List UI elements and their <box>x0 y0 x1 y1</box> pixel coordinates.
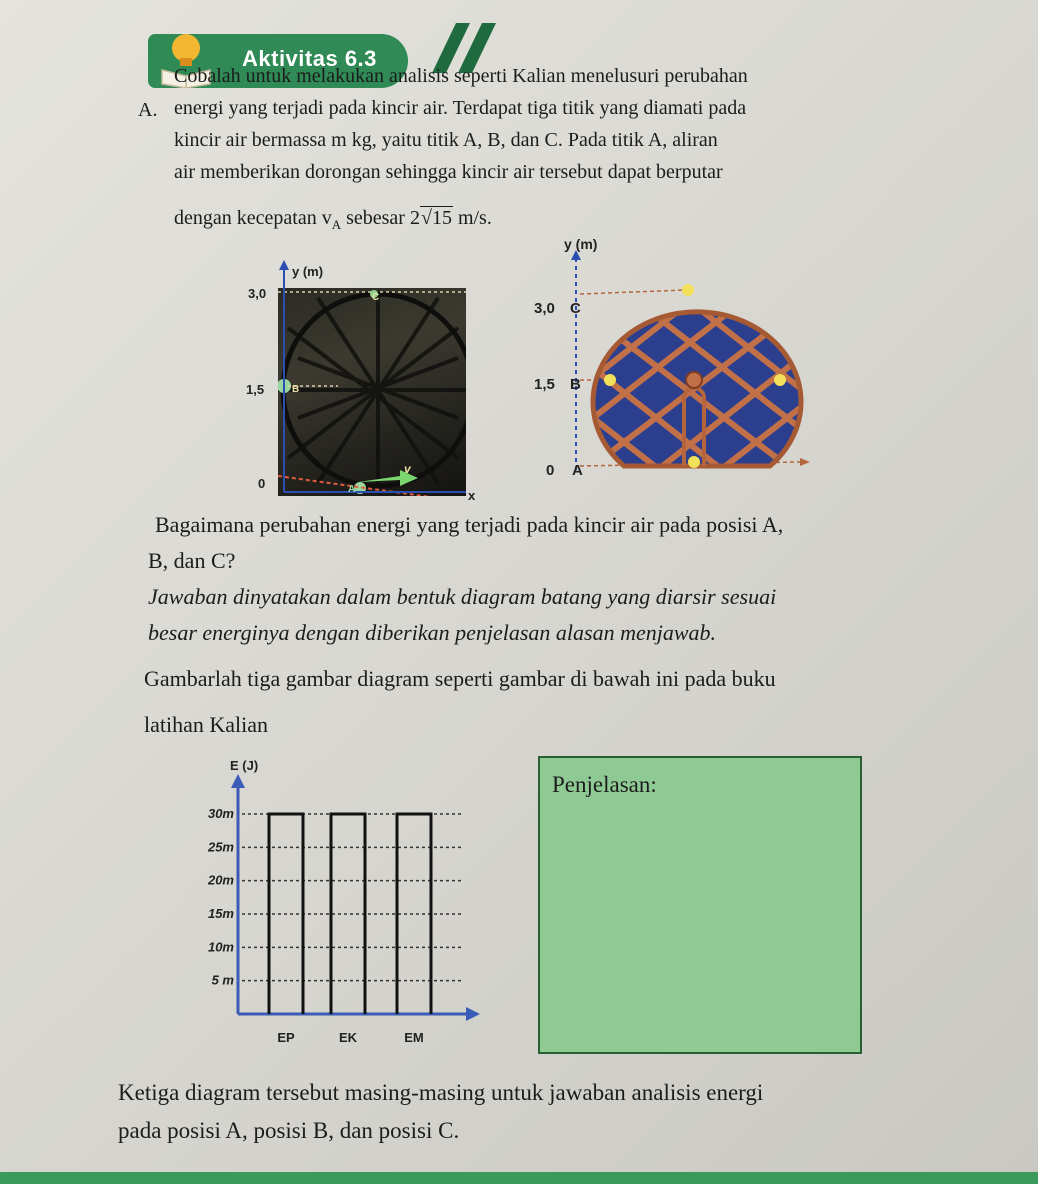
intro-line-1: Cobalah untuk melakukan analisis seperti Kalian menelusuri perubahan <box>174 65 748 87</box>
y-axis-arrow <box>231 774 245 788</box>
y-tick-label: 15m <box>207 906 234 921</box>
drawing-point-b: B <box>570 376 581 393</box>
drawing-point-a: A <box>572 462 583 479</box>
y-tick-label: 10m <box>207 939 234 955</box>
page-bottom-bar <box>0 1172 1038 1184</box>
waterwheel-drawing <box>560 248 820 480</box>
photo-x-axis-label: x <box>468 488 476 503</box>
drawing-y-axis-label: y (m) <box>564 236 598 252</box>
drawing-tick-1-5: 1,5 <box>534 376 555 393</box>
question-line-1: Bagaimana perubahan energi yang terjadi pada kincir air pada posisi A, <box>155 512 784 537</box>
x-category-label: EK <box>338 1030 358 1045</box>
photo-tick-1-5: 1,5 <box>246 382 265 397</box>
photo-point-b: B <box>292 384 300 395</box>
intro-line-5: dengan kecepatan $v_A$ sebesar 2√15 m/s. <box>174 207 492 232</box>
energy-bar <box>331 814 365 1014</box>
question-italic-line-2: besar energinya dengan diberikan penjelasan alasan menjawab. <box>148 620 717 645</box>
instruction-line-1: Gambarlah tiga gambar diagram seperti gambar di bawah ini pada buku <box>144 666 776 691</box>
drawing-point-c: C <box>570 300 581 317</box>
footer-line-2: pada posisi A, posisi B, dan posisi C. <box>118 1118 460 1143</box>
x-category-label: EM <box>404 1030 424 1045</box>
y-tick-label: 20m <box>207 872 234 888</box>
y-tick-label: 30m <box>207 806 234 821</box>
photo-y-axis-label: y (m) <box>292 264 324 279</box>
explanation-box[interactable] <box>538 756 862 1054</box>
y-axis-label: E (J) <box>230 758 259 773</box>
photo-point-c: C <box>372 292 380 303</box>
y-tick-label: 5 m <box>211 972 234 988</box>
x-category-label: EP <box>277 1030 295 1045</box>
photo-tick-0: 0 <box>258 476 266 491</box>
photo-point-a: A <box>348 484 356 495</box>
drawing-tick-0: 0 <box>546 462 555 479</box>
energy-bar-chart <box>190 752 490 1052</box>
energy-bar <box>397 814 431 1014</box>
question-line-2: B, dan C? <box>148 548 236 573</box>
intro-line-3: kincir air bermassa m kg, yaitu titik A, B, dan C. Pada titik A, aliran <box>174 129 718 151</box>
sqrt-radicand: √15 <box>420 207 452 229</box>
intro-label: A. <box>138 99 158 121</box>
footer-line-1: Ketiga diagram tersebut masing-masing untuk jawaban analisis energi <box>118 1080 764 1105</box>
instruction-line-2: latihan Kalian <box>144 712 269 737</box>
activity-title: Aktivitas 6.3 <box>242 46 377 71</box>
drawing-tick-3: 3,0 <box>534 300 555 317</box>
y-tick-label: 25m <box>207 839 234 855</box>
intro-line-4: air memberikan dorongan sehingga kincir air tersebut dapat berputar <box>174 161 723 183</box>
intro-line-2: energi yang terjadi pada kincir air. Terdapat tiga titik yang diamati pada <box>174 97 747 119</box>
photo-tick-3: 3,0 <box>248 286 267 301</box>
x-axis-arrow <box>466 1007 480 1021</box>
explanation-label: Penjelasan: <box>552 772 657 797</box>
question-italic-line-1: Jawaban dinyatakan dalam bentuk diagram batang yang diarsir sesuai <box>148 584 777 609</box>
photo-velocity-label: v <box>404 462 411 476</box>
